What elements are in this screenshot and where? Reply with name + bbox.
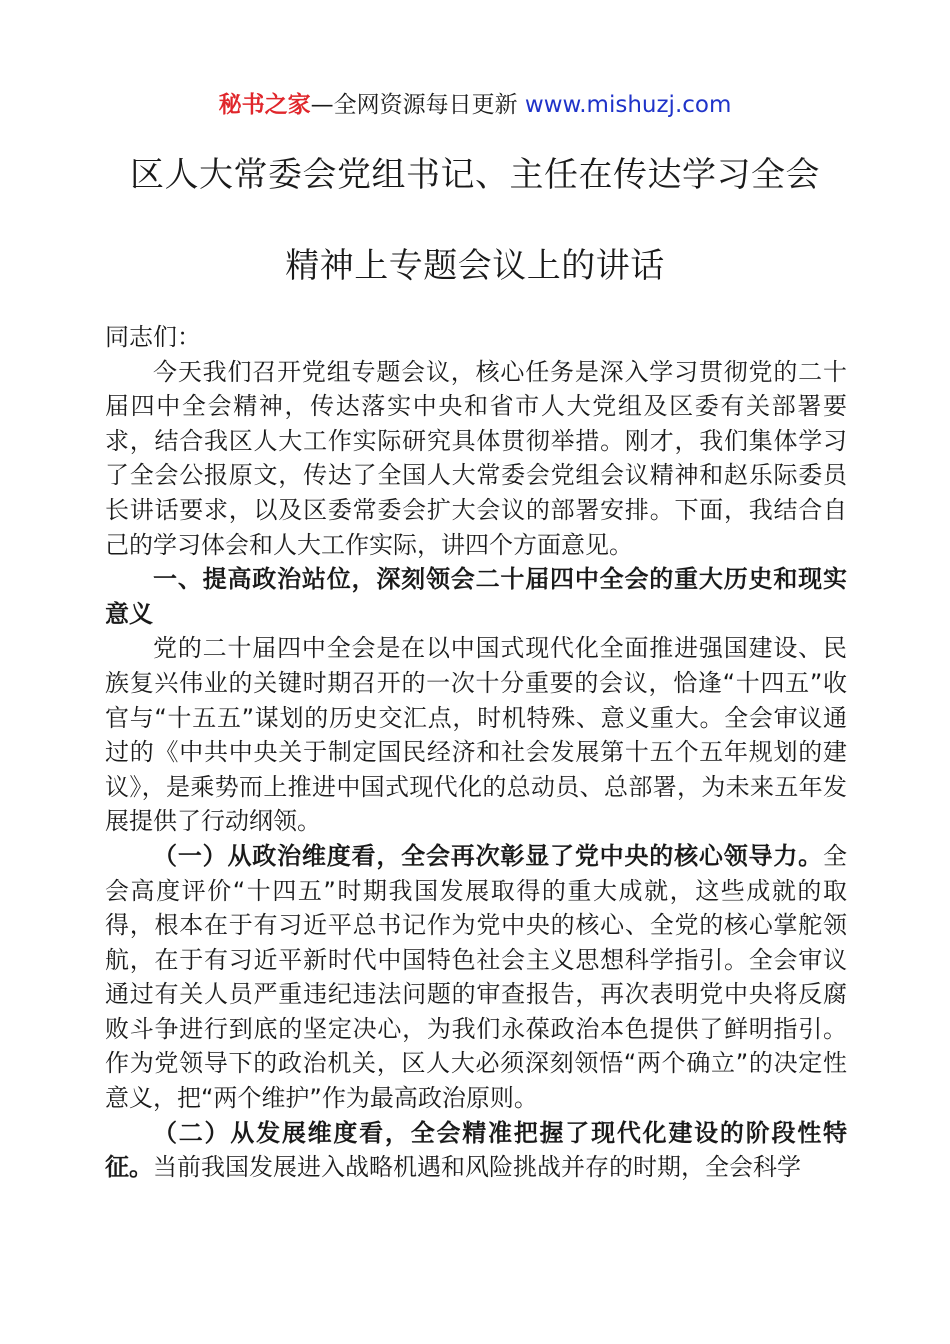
- document-title-line-1: 区人大常委会党组书记、主任在传达学习全会: [130, 155, 820, 195]
- document-body: [105, 320, 847, 1185]
- site-url-link[interactable]: www.mishuzj.com: [524, 92, 732, 118]
- salutation: 同志们：: [105, 323, 201, 351]
- site-header: [0, 88, 950, 122]
- point-1-heading: （一）从政治维度看，全会再次彰显了党中央的核心领导力。: [153, 841, 823, 870]
- point-1-paragraph: [105, 839, 847, 1116]
- section-1-paragraph: 党的二十届四中全会是在以中国式现代化全面推进强国建设、民族复兴伟业的关键时期召开的一次十分重要的会议，恰逢“十四五”收官与“十五五”谋划的历史交汇点，时机特殊、意义重大。全会审议通过的《中共中央关于制定国民经济和社会发展第十五个五年规划的建议》，是乘势而上推进中国式现代化的总动员、总部署，为未来五年发展提供了行动纲领。: [105, 634, 847, 836]
- section-1-heading: 一、提高政治站位，深刻领会二十届四中全会的重大历史和现实意义: [105, 565, 847, 628]
- point-2-paragraph: [105, 1116, 847, 1185]
- document-title-line-2: 精神上专题会议上的讲话: [285, 246, 665, 286]
- point-2-text: 当前我国发展进入战略机遇和风险挑战并存的时期，全会科学: [153, 1153, 801, 1182]
- site-name: 秘书之家: [218, 92, 311, 118]
- point-2-heading: （二）从发展维度看，全会精准把握了现代化建设的阶段性特征。: [105, 1118, 847, 1182]
- point-1-text: 全会高度评价“十四五”时期我国发展取得的重大成就，这些成就的取得，根本在于有习近平总书记作为党中央的核心、全党的核心掌舵领航，在于有习近平新时代中国特色社会主义思想科学指引。全会审议通过有关人员严重违纪违法问题的审查报告，再次表明党中央将反腐败斗争进行到底的坚定决心，为我们永葆政治本色提供了鲜明指引。作为党领导下的政治机关，区人大必须深刻领悟“两个确立”的决定性意义，把“两个维护”作为最高政治原则。: [105, 841, 847, 1113]
- site-tagline: —全网资源每日更新: [310, 92, 525, 118]
- intro-paragraph: 今天我们召开党组专题会议，核心任务是深入学习贯彻党的二十届四中全会精神，传达落实中央和省市人大党组及区委有关部署要求，结合我区人大工作实际研究具体贯彻举措。刚才，我们集体学习了全会公报原文，传达了全国人大常委会党组会议精神和赵乐际委员长讲话要求，以及区委常委会扩大会议的部署安排。下面，我结合自己的学习体会和人大工作实际，讲四个方面意见。: [105, 357, 847, 559]
